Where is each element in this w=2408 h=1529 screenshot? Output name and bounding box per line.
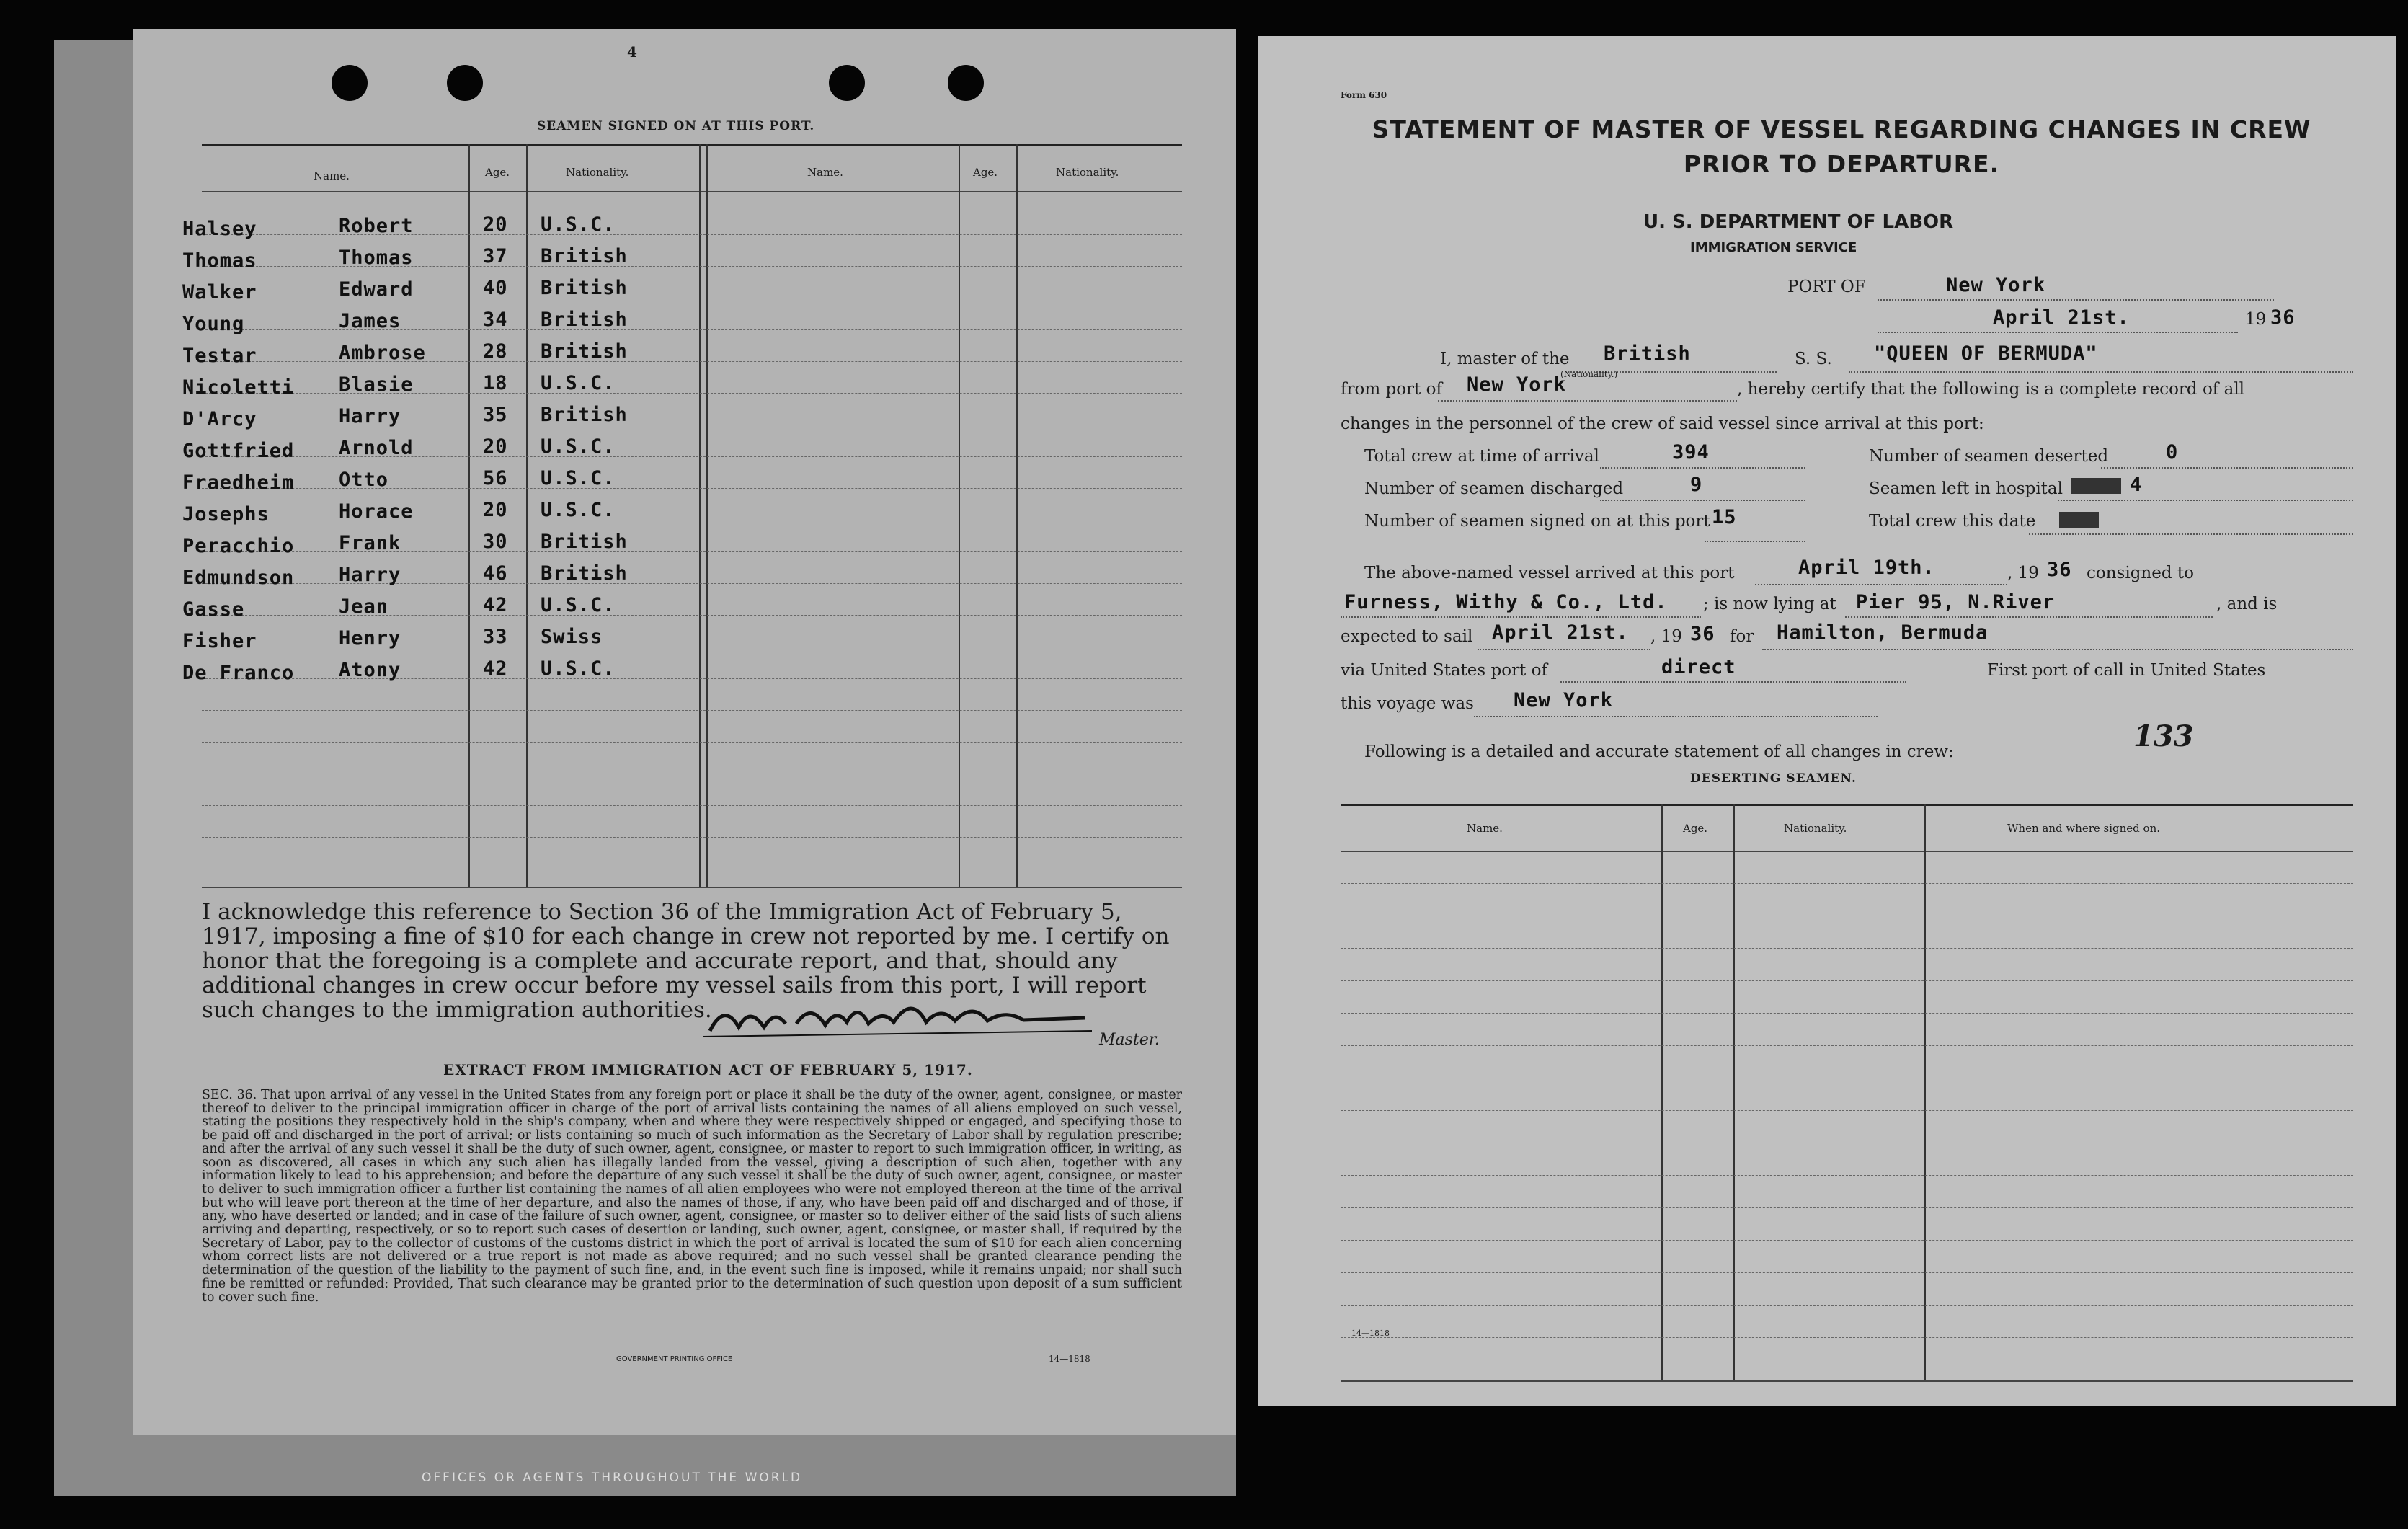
from-port-value: New York: [1467, 373, 1567, 396]
given-name: Edward: [339, 278, 414, 301]
table-row: Peracchio: [182, 535, 295, 557]
punch-hole: [447, 65, 483, 101]
deserting-title: DESERTING SEAMEN.: [1690, 771, 1857, 786]
arrived-value: April 19th.: [1798, 557, 1935, 579]
form-label: Form 630: [1341, 90, 1387, 100]
total-crew-date-label: Total crew this date: [1869, 512, 2036, 531]
signed-on-value: 15: [1712, 506, 1737, 528]
left-page: [133, 29, 1236, 1485]
deserted-label: Number of seamen deserted: [1869, 447, 2109, 466]
and-is-text: , and is: [2216, 595, 2278, 613]
column-header-age: Age.: [485, 166, 510, 179]
right-page: [1258, 36, 2396, 1406]
given-name: Thomas: [339, 247, 414, 269]
following-text: Following is a detailed and accurate statement of all changes in crew:: [1364, 743, 1954, 761]
expected-year: 36: [1690, 623, 1715, 645]
form-subtitle: PRIOR TO DEPARTURE.: [1683, 150, 2000, 178]
column-divider: [959, 144, 960, 887]
via-label: via United States port of: [1341, 661, 1547, 680]
discharged-value: 9: [1690, 474, 1703, 496]
printing-office: GOVERNMENT PRINTING OFFICE: [616, 1355, 733, 1363]
nationality: U.S.C.: [541, 372, 616, 394]
given-name: James: [339, 310, 401, 332]
arrived-year: 36: [2047, 559, 2072, 581]
column-divider: [706, 144, 708, 887]
from-port-label: from port of: [1341, 380, 1442, 399]
age: 30: [483, 531, 508, 553]
deserted-value: 0: [2166, 441, 2179, 464]
changes-text: changes in the personnel of the crew of said vessel since arrival at this port:: [1341, 415, 1984, 433]
via-value: direct: [1661, 656, 1736, 678]
lying-value: Pier 95, N.River: [1856, 591, 2056, 613]
age: 46: [483, 562, 508, 585]
consignee-value: Furness, Withy & Co., Ltd.: [1344, 591, 1668, 613]
expected-value: April 21st.: [1492, 621, 1629, 644]
given-name: Henry: [339, 627, 401, 650]
department-name: U. S. DEPARTMENT OF LABOR: [1643, 211, 1954, 233]
expected-year-prefix: , 19: [1650, 627, 1682, 646]
certify-text: , hereby certify that the following is a complete record of all: [1737, 380, 2245, 399]
voyage-label: this voyage was: [1341, 694, 1474, 713]
year-prefix: 19: [2245, 310, 2267, 329]
form-title: STATEMENT OF MASTER OF VESSEL REGARDING CHANGES IN CREW: [1372, 115, 2311, 143]
expected-label: expected to sail: [1341, 627, 1473, 646]
table-row: Fisher: [182, 630, 257, 652]
age: 34: [483, 309, 508, 331]
column-divider: [699, 144, 701, 887]
punch-hole: [332, 65, 368, 101]
table-row: Halsey: [182, 218, 257, 240]
column-header-nationality: Nationality.: [1784, 822, 1847, 835]
first-port-label: First port of call in United States: [1987, 661, 2266, 680]
table-row: Gasse: [182, 598, 245, 621]
given-name: Atony: [339, 659, 401, 681]
nationality: U.S.C.: [541, 435, 616, 458]
extract-text: SEC. 36. That upon arrival of any vessel in the United States from any foreign port or place it shall be the duty of the owner, agent, consignee, or master thereof to deliver to the principal immigration officer in charge of the port of arrival lists containing the names of all aliens employed on such vessel, stating the positions they respectively hold in the ship's company, when and where they were respectively shipped or engaged, and specifying those to be paid off and discharged in the port of arrival; or lists containing so much of such information as the Secretary of Labor shall by regulation prescribe; and after the arrival of any such vessel it shall be the duty of such owner, agent, consignee, or master to report to such immigration officer, in writing, as soon as discovered, all cases in which any such alien has illegally landed from the vessel, giving a description of such alien, together with any information likely to lead to his apprehension; and before the departure of any such vessel it shall be the duty of such owner, agent, consignee, or master to deliver to such immigration officer a further list containing the names of all alien employees who were not employed thereon at the time of the arrival but who will leave port thereon at the time of her departure, and also the names of those, if any, who have been paid off and discharged and of those, if any, who have deserted or landed; and in case of the failure of such owner, agent, consignee, or master so to deliver either of the said lists of such aliens arriving and departing, respectively, or so to report such cases of desertion or landing, such owner, agent, consignee, or master shall, if required by the Secretary of Labor, pay to the collector of customs of the customs district in which the port of arrival is located the sum of $10 for each alien concerning whom correct lists are not delivered or a true report is not made as above required; and no such vessel shall be granted clearance pending the determination of the question of the liability to the payment of such fine, and, in the event such fine is imposed, while it remains unpaid; nor shall such fine be remitted or refunded: Provided, That such clearance may be granted prior to the determination of such question upon deposit of a sum sufficient to cover such fine.: [202, 1088, 1182, 1305]
nationality: British: [541, 245, 628, 267]
punch-hole: [948, 65, 984, 101]
nationality: Swiss: [541, 626, 603, 648]
master-of-label: I, master of the: [1440, 350, 1570, 368]
nationality: U.S.C.: [541, 467, 616, 489]
given-name: Jean: [339, 595, 389, 618]
port-value: New York: [1946, 274, 2046, 296]
column-divider: [1016, 144, 1018, 887]
arrived-label: The above-named vessel arrived at this port: [1364, 564, 1735, 582]
given-name: Harry: [339, 405, 401, 427]
form-code: 14—1818: [1049, 1354, 1090, 1364]
given-name: Frank: [339, 532, 401, 554]
age: 28: [483, 340, 508, 363]
table-row: Walker: [182, 281, 257, 303]
age: 33: [483, 626, 508, 648]
given-name: Horace: [339, 500, 414, 523]
given-name: Ambrose: [339, 342, 426, 364]
date-value: April 21st.: [1993, 306, 2130, 329]
page-number: 4: [627, 43, 638, 61]
table-row: Testar: [182, 345, 257, 367]
discharged-label: Number of seamen discharged: [1364, 479, 1624, 498]
column-divider: [526, 144, 528, 887]
column-divider: [468, 144, 470, 887]
table-row: Nicoletti: [182, 376, 295, 399]
age: 42: [483, 594, 508, 616]
consigned-label: consigned to: [2087, 564, 2194, 582]
punch-hole: [829, 65, 865, 101]
given-name: Harry: [339, 564, 401, 586]
total-crew-arrival-value: 394: [1672, 441, 1710, 464]
table-top-rule: [202, 144, 1182, 146]
nationality: British: [541, 340, 628, 363]
age: 42: [483, 657, 508, 680]
column-header-signed-on: When and where signed on.: [2007, 822, 2161, 835]
table-row: Gottfried: [182, 440, 295, 462]
destination-value: Hamilton, Bermuda: [1777, 621, 1989, 644]
arrived-year-prefix: , 19: [2007, 564, 2039, 582]
master-label: Master.: [1099, 1031, 1160, 1049]
age: 18: [483, 372, 508, 394]
table-row: Fraedheim: [182, 471, 295, 494]
table-row: Young: [182, 313, 245, 335]
nationality: U.S.C.: [541, 657, 616, 680]
table-header-rule: [202, 191, 1182, 192]
hospital-label: Seamen left in hospital: [1869, 479, 2063, 498]
table-row: D'Arcy: [182, 408, 257, 430]
handwritten-page-number: 133: [2133, 719, 2194, 753]
nationality: British: [541, 404, 628, 426]
ss-label: S. S.: [1795, 350, 1832, 368]
age: 20: [483, 499, 508, 521]
column-header-nationality: Nationality.: [566, 166, 629, 179]
given-name: Robert: [339, 215, 414, 237]
table-row: Josephs: [182, 503, 270, 526]
table-row: Edmundson: [182, 567, 295, 589]
footer-text: OFFICES OR AGENTS THROUGHOUT THE WORLD: [422, 1471, 803, 1485]
column-header-age: Age.: [1683, 822, 1708, 835]
acknowledgement-text: I acknowledge this reference to Section 36 of the Immigration Act of February 5, 1917, imposing a fine of $10 for each change in crew not reported by me. I certify on honor that the foregoing is a complete and accurate report, and that, should any additional changes in crew occur before my vessel sails from this port, I will report such changes to the immigration authorities.: [202, 899, 1170, 1023]
table-row: Thomas: [182, 249, 257, 272]
total-crew-arrival-label: Total crew at time of arrival: [1364, 447, 1599, 466]
age: 40: [483, 277, 508, 299]
age: 37: [483, 245, 508, 267]
nationality: British: [541, 562, 628, 585]
given-name: Otto: [339, 469, 389, 491]
extract-title: EXTRACT FROM IMMIGRATION ACT OF FEBRUARY 5, 1917.: [443, 1061, 973, 1078]
age: 20: [483, 435, 508, 458]
total-crew-date-value: [2059, 512, 2099, 528]
nationality: U.S.C.: [541, 213, 616, 236]
struck-out-text: [2071, 478, 2121, 494]
lying-label: ; is now lying at: [1703, 595, 1836, 613]
service-name: IMMIGRATION SERVICE: [1690, 240, 1857, 255]
column-header-age: Age.: [973, 166, 998, 179]
hospital-value: 4: [2130, 474, 2143, 496]
nationality: U.S.C.: [541, 594, 616, 616]
nationality: U.S.C.: [541, 499, 616, 521]
nationality: British: [541, 277, 628, 299]
form-code: 14—1818: [1351, 1329, 1390, 1338]
section-title: SEAMEN SIGNED ON AT THIS PORT.: [537, 119, 815, 133]
master-signature: [696, 988, 1099, 1045]
nationality: British: [541, 531, 628, 553]
vessel-nationality: British: [1604, 342, 1691, 365]
nationality-caption: (Nationality.): [1560, 369, 1618, 379]
column-header-nationality: Nationality.: [1056, 166, 1119, 179]
vessel-name: "QUEEN OF BERMUDA": [1874, 342, 2098, 365]
column-header-name: Name.: [807, 166, 843, 179]
nationality: British: [541, 309, 628, 331]
column-header-name: Name.: [1467, 822, 1503, 835]
age: 20: [483, 213, 508, 236]
table-bottom-rule: [202, 887, 1182, 888]
given-name: Arnold: [339, 437, 414, 459]
year-value: 36: [2270, 306, 2296, 329]
voyage-value: New York: [1514, 689, 1614, 712]
table-row: De Franco: [182, 662, 295, 684]
given-name: Blasie: [339, 373, 414, 396]
signed-on-label: Number of seamen signed on at this port: [1364, 512, 1710, 531]
age: 56: [483, 467, 508, 489]
age: 35: [483, 404, 508, 426]
port-label: PORT OF: [1787, 278, 1866, 296]
column-header-name: Name.: [314, 169, 350, 182]
for-label: for: [1730, 627, 1754, 646]
